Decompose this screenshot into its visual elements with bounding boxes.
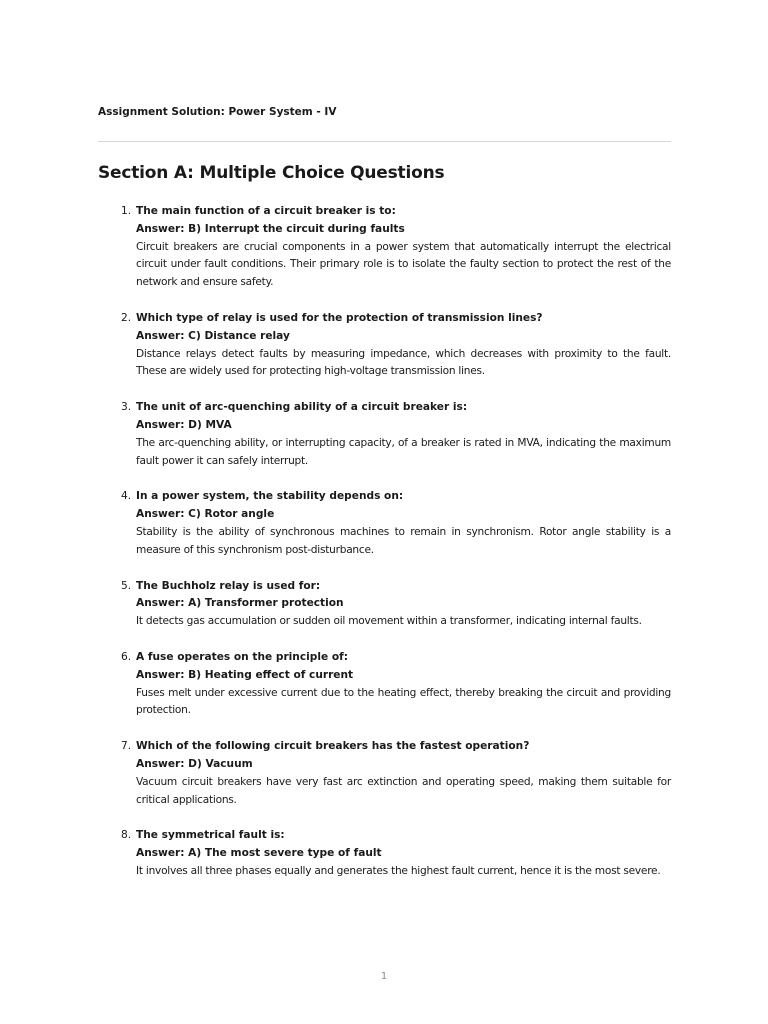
question-number: 5. (121, 579, 132, 592)
section-title: Section A: Multiple Choice Questions (98, 163, 445, 183)
explanation-text: Fuses melt under excessive current due to the heating effect, thereby breaking the circuit and providing protection. (136, 686, 671, 717)
question-text: The symmetrical fault is: (136, 829, 285, 842)
question-item (98, 738, 671, 809)
question-text: Which type of relay is used for the protection of transmission lines? (136, 311, 543, 324)
question-item (98, 310, 671, 381)
question-item (98, 578, 671, 631)
question-text: The unit of arc-quenching ability of a circuit breaker is: (136, 401, 468, 414)
explanation-text: Distance relays detect faults by measuring impedance, which decreases with proximity to the fault. These are widely used for protecting high-voltage transmission lines. (136, 347, 671, 378)
question-list (98, 203, 671, 899)
question-number: 8. (121, 829, 132, 842)
answer-text: Answer: B) Interrupt the circuit during faults (136, 222, 405, 235)
question-number: 3. (121, 401, 132, 414)
question-item (98, 203, 671, 292)
question-number: 7. (121, 740, 132, 753)
question-item (98, 399, 671, 470)
answer-text: Answer: A) The most severe type of fault (136, 847, 382, 860)
explanation-text: It detects gas accumulation or sudden oil movement within a transformer, indicating internal faults. (136, 615, 642, 628)
question-text: Which of the following circuit breakers has the fastest operation? (136, 740, 530, 753)
question-number: 2. (121, 311, 132, 324)
question-item (98, 488, 671, 559)
explanation-text: Circuit breakers are crucial components in a power system that automatically interrupt the electrical circuit under fault conditions. Their primary role is to isolate the faulty section to protect the rest of the network and ensure safety. (136, 240, 671, 289)
answer-text: Answer: C) Rotor angle (136, 508, 275, 521)
document-header: Assignment Solution: Power System - IV (98, 106, 337, 118)
question-item (98, 649, 671, 720)
answer-text: Answer: B) Heating effect of current (136, 668, 354, 681)
question-text: The main function of a circuit breaker is to: (136, 205, 396, 217)
answer-text: Answer: A) Transformer protection (136, 597, 344, 610)
question-text: A fuse operates on the principle of: (136, 650, 348, 663)
page-number: 1 (380, 971, 388, 982)
answer-text: Answer: D) MVA (136, 418, 232, 431)
question-number: 6. (121, 650, 132, 663)
answer-text: Answer: D) Vacuum (136, 757, 253, 770)
header-divider (98, 141, 671, 142)
explanation-text: It involves all three phases equally and generates the highest fault current, hence it is the most severe. (136, 864, 661, 877)
answer-text: Answer: C) Distance relay (136, 329, 290, 342)
explanation-text: Stability is the ability of synchronous machines to remain in synchronism. Rotor angle stability is a measure of this synchronism post-disturbance. (136, 525, 671, 556)
question-number: 1. (121, 205, 132, 217)
question-text: In a power system, the stability depends on: (136, 490, 404, 503)
explanation-text: The arc-quenching ability, or interrupting capacity, of a breaker is rated in MVA, indicating the maximum fault power it can safely interrupt. (136, 436, 671, 467)
question-number: 4. (121, 490, 132, 503)
question-item (98, 827, 671, 880)
question-text: The Buchholz relay is used for: (136, 579, 321, 592)
explanation-text: Vacuum circuit breakers have very fast arc extinction and operating speed, making them suitable for critical applications. (136, 775, 671, 806)
